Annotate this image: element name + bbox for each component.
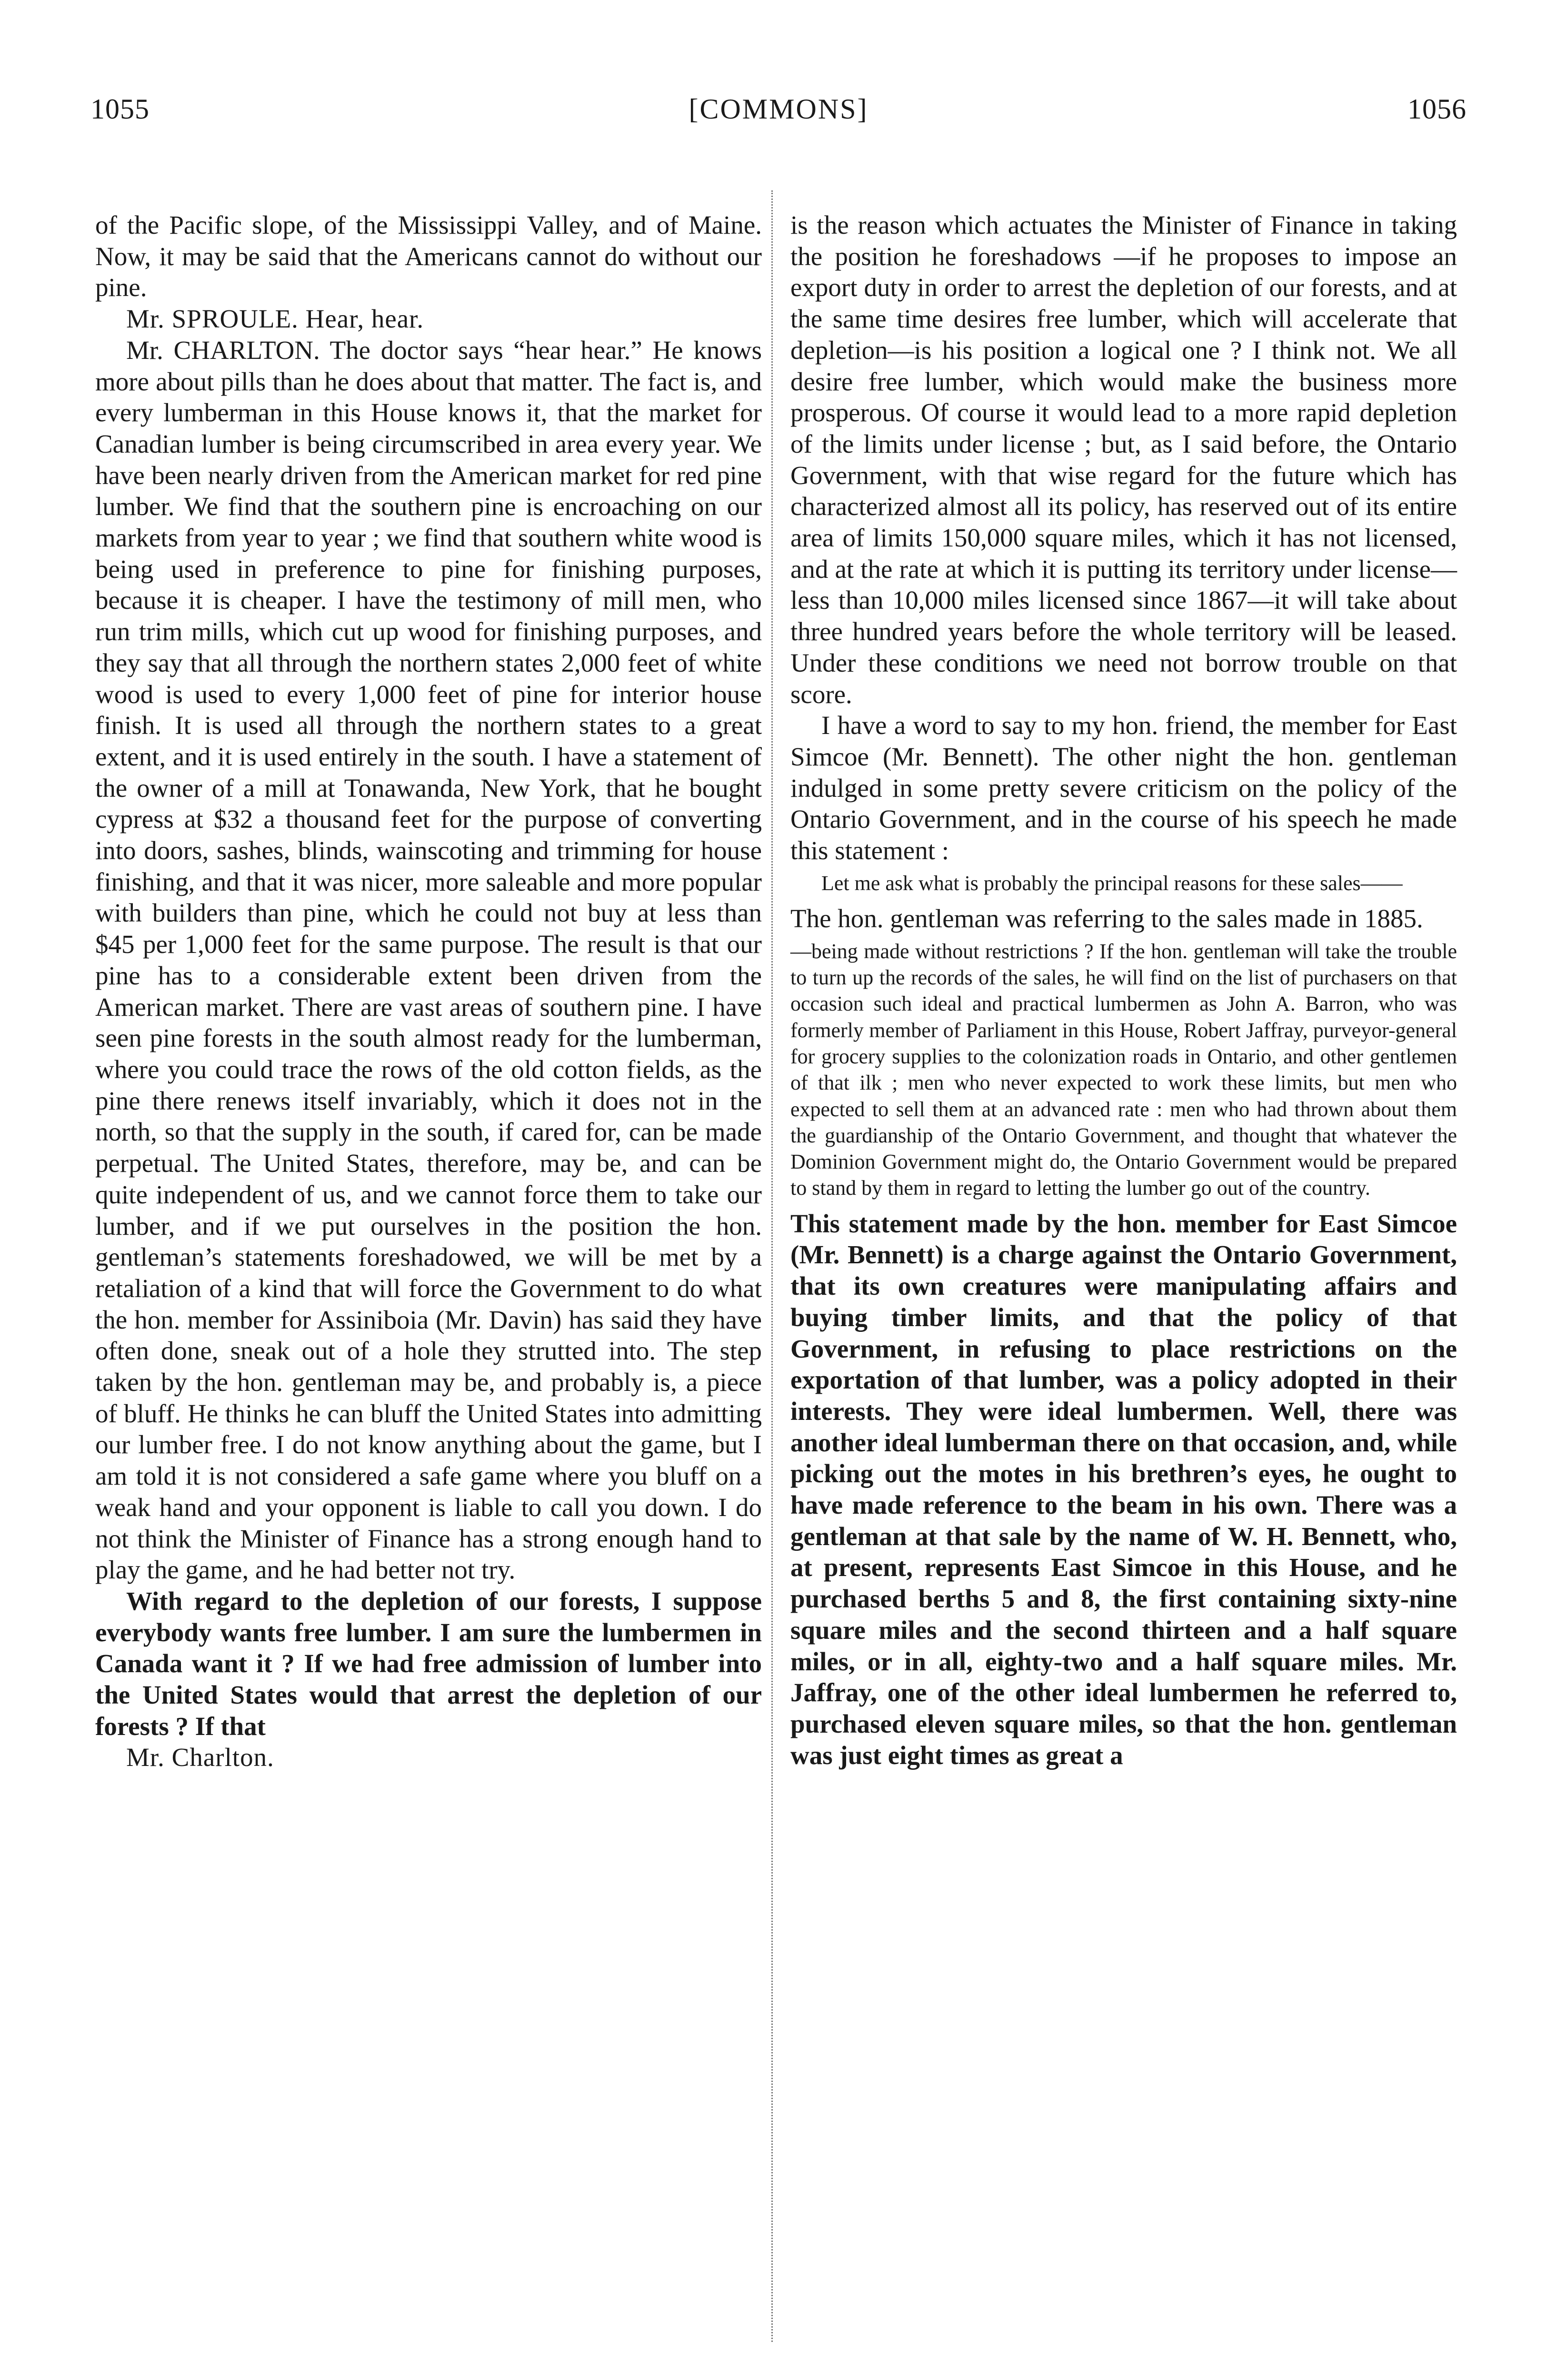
quoted-passage: —being made without restrictions ? If the hon. gentleman will take the trouble to turn up the records of the sales, he will find on the list of purchasers on that occasion such ideal and practical lumbermen as John A. Barron, who was formerly member of Parliament in this House, Robert Jaffray, purveyor-general for grocery supplies to the colonization roads in Ontario, and other gentlemen of that ilk ; men who never expected to work these limits, but men who expected to sell them at an advanced rate : men who had thrown about them the guardianship of the Ontario Government, and thought that whatever the Dominion Government might do, the Ontario Government would be prepared to stand by them in regard to letting the lumber go out of the country. (790, 939, 1457, 1200)
page-number-right: 1056 (1407, 93, 1467, 125)
speaker-signature: Mr. Charlton. (126, 1743, 274, 1772)
left-column (95, 209, 762, 1773)
column-divider (771, 190, 773, 2342)
paragraph: of the Pacific slope, of the Mississippi Valley, and of Maine. Now, it may be said that the Americans cannot do without our pine. (95, 210, 762, 302)
paragraph: This statement made by the hon. member for East Simcoe (Mr. Bennett) is a charge against the Ontario Government, that its own creatures were manipulating affairs and buying timber limits, and that the policy of that Government, in refusing to place restrictions on the exportation of that lumber, was a policy adopted in their interests. They were ideal lumbermen. Well, there was another ideal lumberman there on that occasion, and, while picking out the motes in his brethren’s eyes, he ought to have made reference to the beam in his own. There was a gentleman at that sale by the name of W. H. Bennett, who, at present, represents East Simcoe in this House, and he purchased berths 5 and 8, the first containing sixty-nine square miles and the second thirteen and a half square miles, or in all, eighty-two and a half square miles. Mr. Jaffray, one of the other ideal lumbermen he referred to, purchased eleven square miles, so that the hon. gentleman was just eight times as great a (790, 1209, 1457, 1770)
paragraph: Mr. CHARLTON. The doctor says “hear hear.” He knows more about pills than he does about that matter. The fact is, and every lumberman in this House knows it, that the market for Canadian lumber is being circumscribed in area every year. We have been nearly driven from the American market for red pine lumber. We find that the southern pine is encroaching on our markets from year to year ; we find that southern white wood is being used in preference to pine for finishing purposes, because it is cheaper. I have the testimony of mill men, who run trim mills, which cut up wood for finishing purposes, and they say that all through the northern states 2,000 feet of white wood is used to every 1,000 feet of pine for interior house finish. It is used all through the northern states to a great extent, and it is used entirely in the south. I have a statement of the owner of a mill at Tonawanda, New York, that he bought cypress at $32 a thousand feet for the purpose of converting into doors, sashes, blinds, wainscoting and trimming for house finishing, and that it was nicer, more saleable and more popular with builders than pine, which he could not buy at less than $45 per 1,000 feet for the same purpose. The result is that our pine has to a considerable extent been driven from the American market. There are vast areas of southern pine. I have seen pine forests in the south almost ready for the lumberman, where you could trace the rows of the old cotton fields, as the pine there renews itself invariably, which it does not in the north, so that the supply in the south, if cared for, can be made perpetual. The United States, therefore, may be, and can be quite independent of us, and we cannot force them to take our lumber, and if we put ourselves in the position the hon. gentleman’s statements foreshadowed, we will be met by a retaliation of a kind that will force the Government to do what the hon. member for Assiniboia (Mr. Davin) has said they have often done, sneak out of a hole they strutted into. The step taken by the hon. gentleman may be, and probably is, a piece of bluff. He thinks he can bluff the United States into admitting our lumber free. I do not know anything about the game, but I am told it is not considered a safe game where you bluff on a weak hand and your opponent is liable to call you down. I do not think the Minister of Finance has a strong enough hand to play the game, and he had better not try. (95, 335, 762, 1585)
speaker-line: Mr. SPROULE. Hear, hear. (126, 304, 424, 334)
page-number-left: 1055 (90, 93, 150, 125)
right-column (790, 209, 1457, 1771)
paragraph: is the reason which actuates the Minister of Finance in taking the position he foreshadows —if he proposes to impose an export duty in order to arrest the depletion of our forests, and at the same time desires free lumber, which will accelerate that depletion—is his position a logical one ? I think not. We all desire free lumber, which would make the business more prosperous. Of course it would lead to a more rapid depletion of the limits under license ; but, as I said before, the Ontario Government, with that wise regard for the future which has characterized almost all its policy, has reserved out of its entire area of limits 150,000 square miles, which it has not licensed, and at the rate at which it is putting its territory under license—less than 10,000 miles licensed since 1867—it will take about three hundred years before the whole territory will be leased. Under these conditions we need not borrow trouble on that score. (790, 210, 1457, 709)
quoted-passage: Let me ask what is probably the principal reasons for these sales—— (821, 871, 1403, 895)
paragraph: I have a word to say to my hon. friend, the member for East Simcoe (Mr. Bennett). The other night the hon. gentleman indulged in some pretty severe criticism on the policy of the Ontario Government, and in the course of his speech he made this statement : (790, 711, 1457, 865)
paragraph: With regard to the depletion of our forests, I suppose everybody wants free lumber. I am sure the lumbermen in Canada want it ? If we had free admission of lumber into the United States would that arrest the depletion of our forests ? If that (95, 1586, 762, 1741)
running-head (90, 93, 1467, 136)
section-title: [COMMONS] (689, 93, 868, 125)
paragraph: The hon. gentleman was referring to the sales made in 1885. (790, 904, 1423, 933)
